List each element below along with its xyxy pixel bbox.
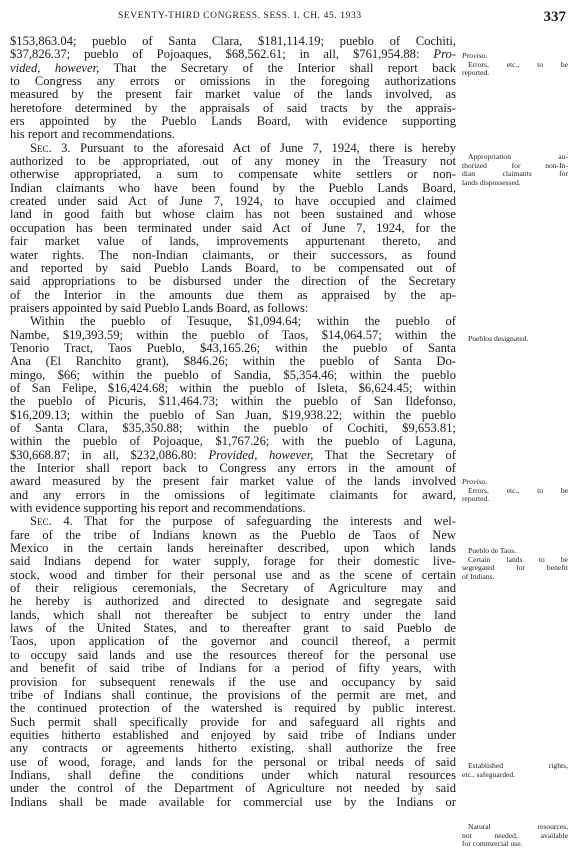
text-line: and benefit of said tribe of Indians for a period of fifty years, with: [10, 661, 456, 676]
text-line: occupation has been terminated under said Act of June 7, 1924, for the: [10, 220, 456, 235]
text-line: water rights. The non-Indian claimants, or their successors, as found: [10, 247, 456, 262]
text-line: created under said Act of June 7, 1924, to have occupied and claimed: [10, 194, 456, 209]
text-line: within the pueblo of Pojoaque, $1,767.26; with the pueblo of Laguna,: [10, 434, 456, 449]
text-line: fare of the tribe of Indians known as the Pueblo de Taos of New: [10, 527, 456, 542]
text-line: use of wood, forage, and lands for the personal or tribal needs of said: [10, 754, 456, 769]
text-line: of Santa Clara, $35,350.88; within the pueblo of Cochiti, $9,653.81;: [10, 420, 456, 435]
text-line: and reported by said Pueblo Lands Board, to be compensated out of: [10, 260, 456, 275]
text-line: award measured by the present fair market value of the lands involved: [10, 474, 456, 489]
text-line: the Interior shall report back to Congress any errors in the amount of: [10, 461, 456, 475]
text-line: the pueblo of Picuris, $11,464.73; within the pueblo of San Ildefonso,: [10, 394, 456, 409]
margin-note-pueblos-designated: Pueblos designated.: [468, 334, 529, 343]
text-line: Ana (El Ranchito grant), $846.26; within the pueblo of Santa Do-: [10, 354, 456, 369]
text-line: $16,209.13; within the pueblo of San Juan, $19,938.22; within the pueblo: [10, 407, 456, 422]
margin-note-proviso: Proviso. Errors, etc., to be reported.: [462, 51, 568, 78]
text-line: $153,863.04; pueblo of Santa Clara, $181,114.19; pueblo of Cochiti,: [10, 34, 456, 48]
text-line: Nambe, $19,393.59; within the pueblo of Taos, $14,064.57; within the: [10, 327, 456, 342]
text-line: Indians, shall define the conditions under which natural resources: [10, 767, 456, 782]
margin-note-established-rights: Established rights, etc., safeguarded.: [462, 761, 568, 779]
proviso-italic: Provided, however,: [208, 447, 314, 462]
text-line: and any errors in the omissions of legitimate claimants for award,: [10, 487, 456, 502]
section-4: [10, 515, 456, 809]
text-line: heretofore determined by the appraisals of said tracts by the apprais-: [10, 100, 456, 115]
margin-note-proviso-2: Proviso. Errors, etc., to be reported.: [462, 477, 568, 504]
margin-note-pueblo-de-taos: Pueblo de Taos. Certain lands to be segregated for benefit of Indians.: [462, 546, 568, 581]
text-line: to Congress any errors or omissions in the foregoing authorizations: [10, 74, 456, 89]
text-line: Tenorio Tract, Taos Pueblo, $43,165.26; within the pueblo of Santa: [10, 340, 456, 355]
text-line: Mexico in the certain lands hereinafter described, upon which lands: [10, 541, 456, 556]
proviso-italic: Pro-: [433, 47, 456, 62]
text-line: the continued protection of the watershed is required by public interest.: [10, 701, 456, 716]
text-line: stock, wood and timber for their personal use and as the scene of certain: [10, 567, 456, 582]
text-line: Taos, upon application of the governor and council thereof, a permit: [10, 634, 456, 649]
text-line: fair market value of lands, improvements appurtenant thereto, and: [10, 234, 456, 249]
text-line: tribe of Indians shall continue, the provisions of the permit are met, and: [10, 687, 456, 702]
text-line: Within the pueblo of Tesuque, $1,094.64; within the pueblo of: [30, 314, 456, 329]
section-label: Sec. 4.: [30, 514, 73, 529]
text-line: otherwise appropriated, a sum to compensate white settlers or non-: [10, 167, 456, 182]
page-number: 337: [543, 9, 566, 25]
text-line: with evidence supporting his report and recommendations.: [10, 501, 306, 516]
text-line: said appropriations to be disbursed under the direction of the Secretary: [10, 274, 456, 289]
text-line: he hereby is authorized and directed to designate and segregate said: [10, 594, 456, 609]
margin-note-appropriation: Appropriation au- thorized for non-In- dian claimants for lands dispossessed.: [462, 152, 568, 187]
text-line: of the Interior in the amounts due them as appraised by the ap-: [10, 287, 456, 302]
section-3: [10, 142, 456, 315]
text-line: his report and recommendations.: [10, 127, 176, 142]
pueblos-paragraph: [10, 315, 456, 515]
page-header: [0, 9, 574, 29]
text-line: said Indians depend for water supply, forage for their domestic live-: [10, 554, 456, 569]
text-line: measured by the present fair market value of the lands involved, as: [10, 87, 456, 102]
text-line: to occupy said lands and use the resources thereof for the personal use: [10, 647, 456, 662]
text-line: equities hitherto established and enjoyed by said tribe of Indians under: [10, 727, 456, 742]
text-line: any contracts or agreements hitherto existing, shall authorize the free: [10, 741, 456, 756]
text-line: Sec. 3. Pursuant to the aforesaid Act of June 7, 1924, there is hereby: [30, 140, 456, 155]
text-line: laws of the United States, and to thereafter grant to said Pueblo de: [10, 621, 456, 636]
text-line: of San Felipe, $16,424.68; within the pueblo of Isleta, $6,624.45; within: [10, 380, 456, 395]
text-line: lands, which shall not thereafter be subject to entry under the land: [10, 607, 456, 622]
body-text: [10, 35, 456, 809]
section-label: Sec. 3.: [30, 140, 71, 155]
text-line: praisers appointed by said Pueblo Lands Board, as follows:: [10, 300, 309, 315]
text-line: Indians shall be made available for commercial use by the Indians or: [10, 794, 456, 809]
text-line: Such permit shall specifically provide for and safeguard all rights and: [10, 714, 456, 729]
margin-note-natural-resources: Natural resources, not needed, available for commercial use.: [462, 822, 568, 849]
text-line: provision for subsequent renewals if the use and occupancy by said: [10, 674, 456, 689]
running-head: SEVENTY-THIRD CONGRESS. SESS. I. CH. 45. 1933: [118, 11, 362, 21]
text-line: under the control of the Department of Agriculture not needed by said: [10, 781, 456, 796]
text-line: vided, however, That the Secretary of the Interior shall report back: [10, 60, 456, 75]
text-line: land in good faith but whose claim has not been sustained and whose: [10, 207, 456, 222]
proviso-italic: vided, however,: [10, 60, 100, 75]
paragraph-continuation: [10, 35, 456, 142]
text-line: mingo, $66; within the pueblo of Sandia, $5,354.46; within the pueblo: [10, 367, 456, 382]
text-line: Indian claimants who have been found by the Pueblo Lands Board,: [10, 180, 456, 195]
text-line: of their religious ceremonials, the Secretary of Agriculture may and: [10, 581, 456, 596]
text-line: authorized to be appropriated, out of any money in the Treasury not: [10, 154, 456, 169]
text-line: $37,826.37; pueblo of Pojoaques, $68,562.61; in all, $761,954.88: Pro-: [10, 47, 456, 62]
text-line: ers appointed by the Pueblo Lands Board, with evidence supporting: [10, 114, 456, 129]
text-line: $30,668.87; in all, $232,086.80: Provided, however, That the Secretary of: [10, 447, 456, 462]
text-line: Sec. 4. That for the purpose of safeguarding the interests and wel-: [30, 514, 456, 529]
